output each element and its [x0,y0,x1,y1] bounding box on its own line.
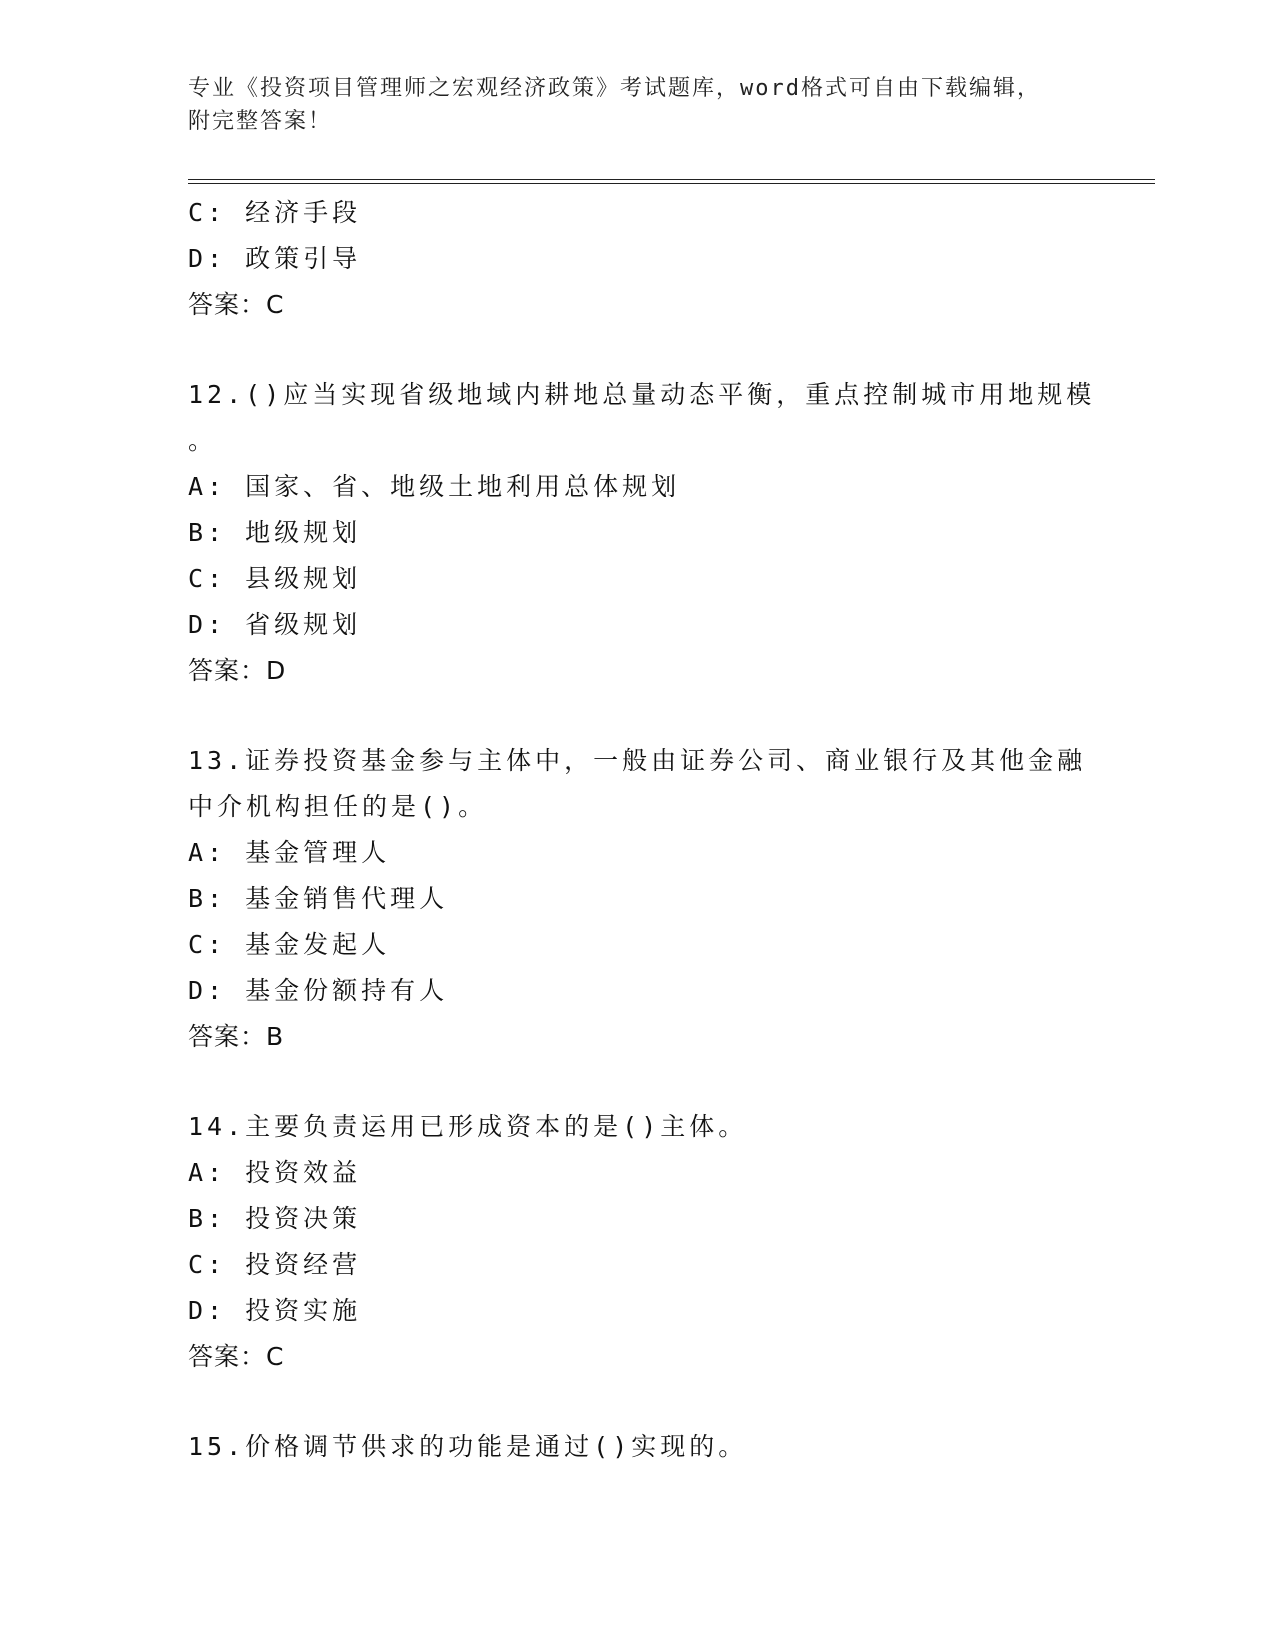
question-list [188,190,1096,1470]
option-a: A: 基金管理人 [188,838,391,867]
answer: 答案：B [188,1022,285,1051]
option-a: A: 国家、省、地级土地利用总体规划 [188,472,681,501]
option-b: B: 基金销售代理人 [188,884,449,913]
option-c: C: 经济手段 [188,198,362,227]
question-text-line: 14.主要负责运用已形成资本的是()主体。 [188,1112,748,1141]
header-line-2: 附完整答案！ [188,109,333,134]
question-text-line: 。 [188,426,218,455]
option-d: D: 投资实施 [188,1296,362,1325]
option-c: C: 投资经营 [188,1250,362,1279]
document-header [188,72,1068,138]
question-text-line: 15.价格调节供求的功能是通过()实现的。 [188,1432,748,1461]
question-14 [188,1104,1088,1380]
option-d: D: 省级规划 [188,610,362,639]
header-line-1: 专业《投资项目管理师之宏观经济政策》考试题库，word格式可自由下载编辑， [188,76,1041,101]
question-15 [188,1424,1088,1470]
option-c: C: 基金发起人 [188,930,391,959]
option-d: D: 政策引导 [188,244,362,273]
question-12 [188,372,1096,694]
header-divider-top [188,179,1155,180]
option-a: A: 投资效益 [188,1158,362,1187]
question-text-line: 13.证券投资基金参与主体中，一般由证券公司、商业银行及其他金融 [188,746,1087,775]
answer: 答案：C [188,1342,285,1371]
question-text-line: 中介机构担任的是()。 [188,792,488,821]
option-c: C: 县级规划 [188,564,362,593]
option-b: B: 地级规划 [188,518,362,547]
option-b: B: 投资决策 [188,1204,362,1233]
question-13 [188,738,1088,1060]
answer: 答案：D [188,656,287,685]
option-d: D: 基金份额持有人 [188,976,449,1005]
answer: 答案：C [188,290,285,319]
header-divider-bottom [188,183,1155,184]
question-text-line: 12.()应当实现省级地域内耕地总量动态平衡，重点控制城市用地规模 [188,380,1096,409]
